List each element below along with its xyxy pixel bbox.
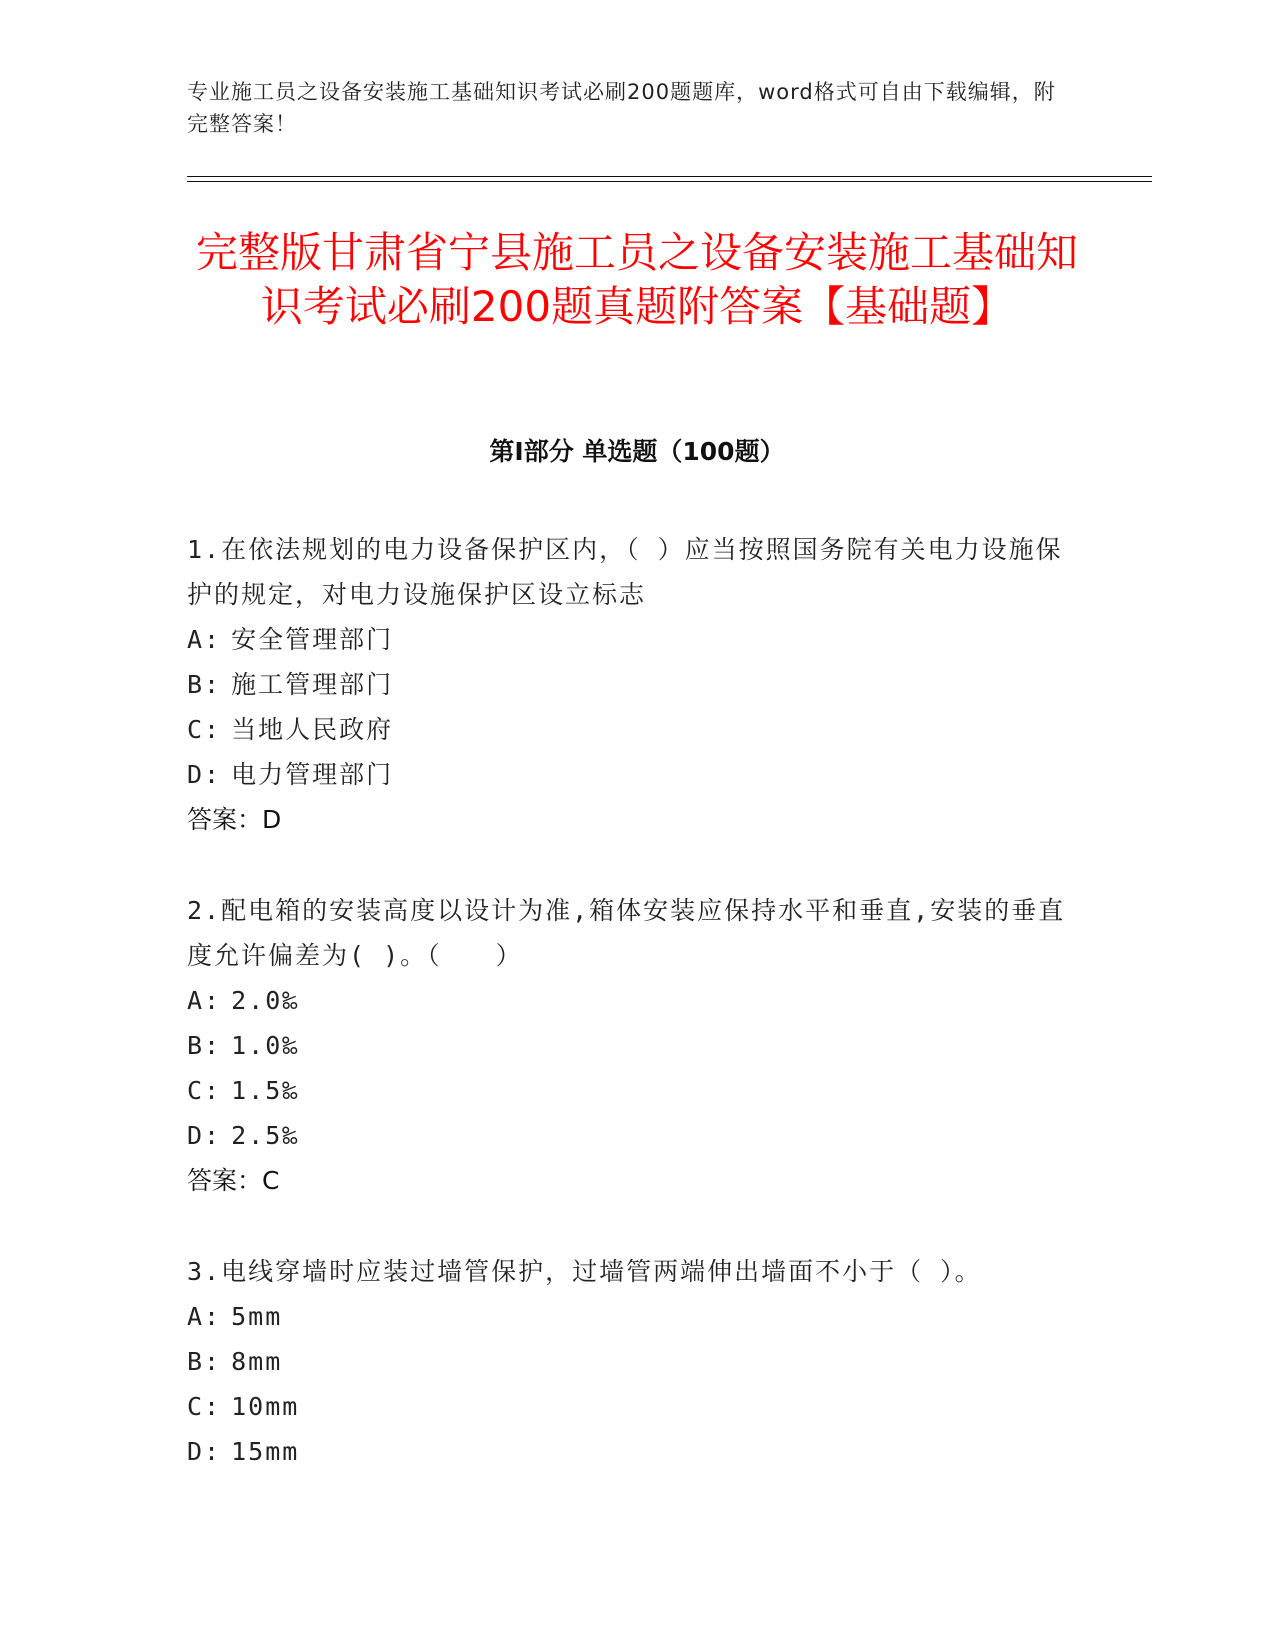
option-key: B: xyxy=(187,670,222,699)
option-key: B: xyxy=(187,1347,222,1376)
option-b xyxy=(187,662,1087,707)
question-stem: 3.电线穿墙时应装过墙管保护，过墙管两端伸出墙面不小于（ ）。 xyxy=(187,1257,982,1286)
option-text: 2.5‰ xyxy=(231,1121,300,1150)
option-a xyxy=(187,978,1087,1023)
option-a xyxy=(187,1294,1087,1339)
option-text: 15mm xyxy=(231,1437,300,1466)
option-text: 电力管理部门 xyxy=(231,760,394,789)
option-text: 施工管理部门 xyxy=(231,670,394,699)
option-key: C: xyxy=(187,1392,222,1421)
option-key: D: xyxy=(187,1121,222,1150)
option-text: 8mm xyxy=(231,1347,283,1376)
option-d xyxy=(187,752,1087,797)
option-key: C: xyxy=(187,715,222,744)
option-key: A: xyxy=(187,986,222,1015)
question-3 xyxy=(187,1249,1087,1474)
option-key: D: xyxy=(187,1437,222,1466)
option-text: 1.5‰ xyxy=(231,1076,300,1105)
header-note: 专业施工员之设备安装施工基础知识考试必刷200题题库，word格式可自由下载编辑，附完整答案！ xyxy=(187,80,1056,136)
option-text: 5mm xyxy=(231,1302,283,1331)
option-text: 10mm xyxy=(231,1392,300,1421)
document-title: 完整版甘肃省宁县施工员之设备安装施工基础知识考试必刷200题真题附答案【基础题】 xyxy=(195,228,1078,331)
option-key: A: xyxy=(187,625,222,654)
answer-line: 答案：D xyxy=(187,805,282,834)
header-rule-top xyxy=(187,176,1152,177)
option-a xyxy=(187,617,1087,662)
option-key: D: xyxy=(187,760,222,789)
option-d xyxy=(187,1429,1087,1474)
option-key: C: xyxy=(187,1076,222,1105)
answer-line: 答案：C xyxy=(187,1166,280,1195)
question-stem: 2.配电箱的安装高度以设计为准,箱体安装应保持水平和垂直,安装的垂直度允许偏差为( )。（ ） xyxy=(187,896,1066,970)
question-list xyxy=(187,527,1087,1520)
option-c xyxy=(187,1384,1087,1429)
option-c xyxy=(187,1068,1087,1113)
option-text: 当地人民政府 xyxy=(231,715,394,744)
header-rule-bottom xyxy=(187,181,1152,182)
option-text: 2.0‰ xyxy=(231,986,300,1015)
option-b xyxy=(187,1023,1087,1068)
option-b xyxy=(187,1339,1087,1384)
option-text: 1.0‰ xyxy=(231,1031,300,1060)
section-title: 第Ⅰ部分 单选题（100题） xyxy=(489,437,785,466)
question-stem: 1.在依法规划的电力设备保护区内，（ ）应当按照国务院有关电力设施保护的规定，对电力设施保护区设立标志 xyxy=(187,535,1063,609)
question-1 xyxy=(187,527,1087,842)
question-2 xyxy=(187,888,1087,1203)
option-c xyxy=(187,707,1087,752)
option-key: B: xyxy=(187,1031,222,1060)
option-text: 安全管理部门 xyxy=(231,625,394,654)
option-d xyxy=(187,1113,1087,1158)
option-key: A: xyxy=(187,1302,222,1331)
